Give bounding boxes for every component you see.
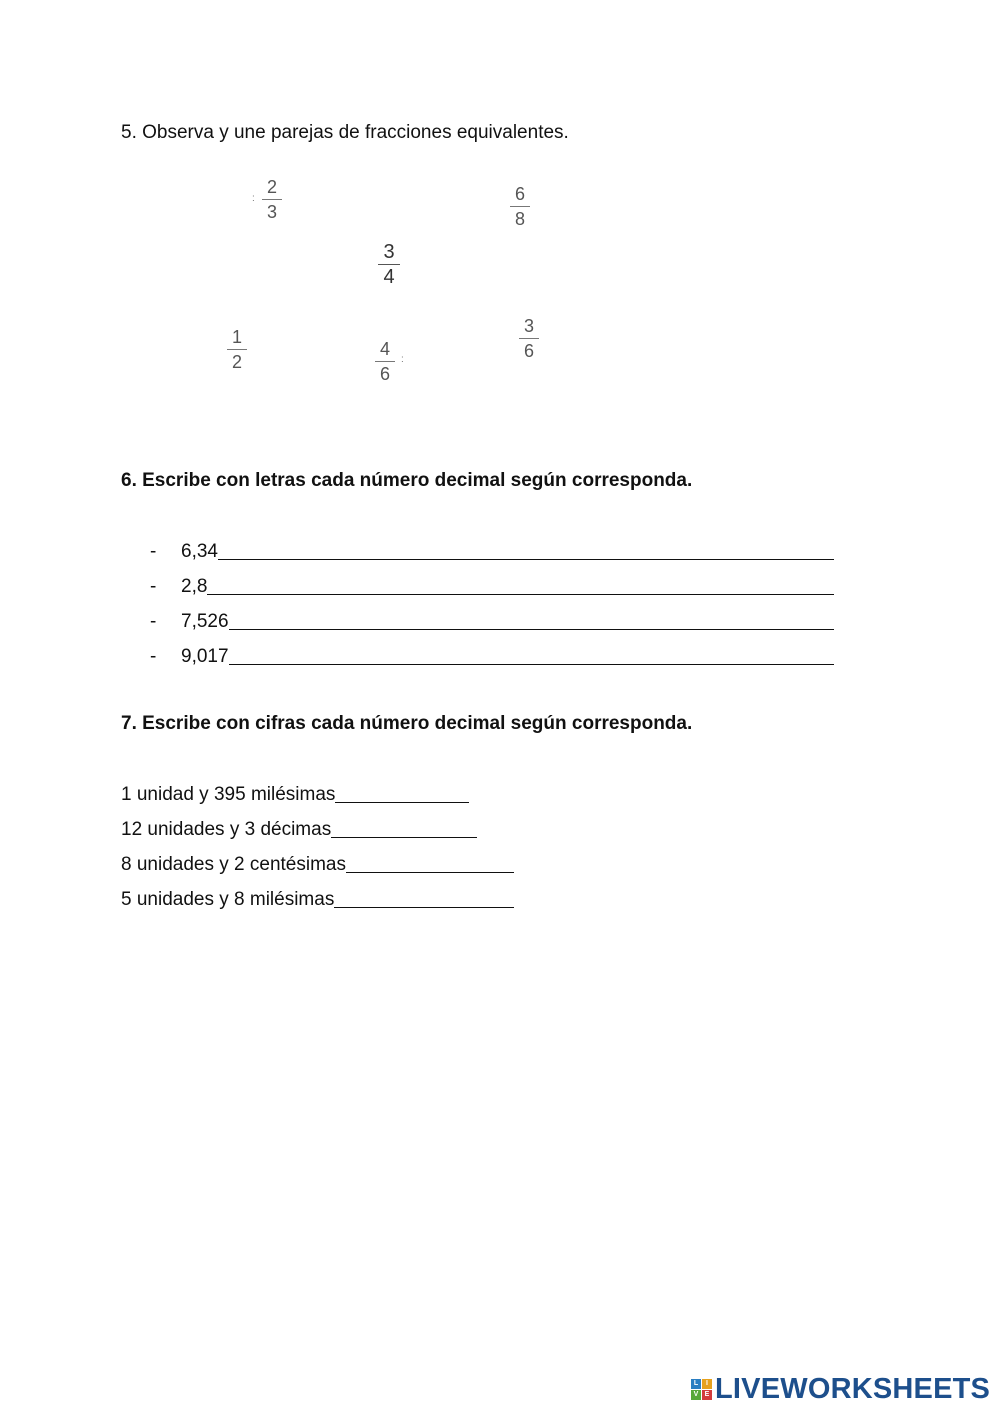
decimal-description: 8 unidades y 2 centésimas [121, 854, 346, 875]
fraction-3-4[interactable] [378, 243, 400, 286]
decimal-value: 7,526 [181, 611, 229, 632]
fraction-bar [510, 206, 530, 207]
drop-marker: : [401, 354, 404, 365]
logo-text: LIVEWORKSHEETS [715, 1373, 991, 1405]
logo-square: V [691, 1390, 701, 1400]
fraction-1-2[interactable] [227, 328, 247, 371]
denominator: 6 [379, 364, 390, 384]
fraction-4-6[interactable] [375, 340, 395, 383]
section-6-title: 6. Escribe con letras cada número decimal según corresponda. [121, 470, 693, 491]
letters-row [150, 608, 834, 634]
denominator: 8 [514, 209, 525, 229]
decimal-value: 2,8 [181, 576, 208, 597]
numerator: 1 [231, 327, 242, 347]
section-5-title: 5. Observa y une parejas de fracciones equivalentes. [121, 122, 569, 143]
logo-square: L [691, 1379, 701, 1389]
answer-line[interactable] [218, 539, 834, 560]
fraction-bar [262, 199, 282, 200]
decimal-description: 5 unidades y 8 milésimas [121, 889, 335, 910]
decimal-description: 1 unidad y 395 milésimas [121, 784, 336, 805]
letters-row [150, 573, 834, 599]
letters-row [150, 538, 834, 564]
fraction-6-8[interactable] [510, 185, 530, 228]
liveworksheets-logo [691, 1374, 990, 1404]
cifras-row [121, 851, 514, 877]
numerator: 3 [383, 241, 395, 263]
answer-line[interactable] [207, 574, 834, 595]
bullet-dash: - [150, 611, 157, 632]
denominator: 2 [231, 352, 242, 372]
fraction-bar [378, 264, 400, 265]
answer-line[interactable] [229, 609, 834, 630]
decimal-value: 9,017 [181, 646, 229, 667]
answer-line[interactable] [334, 887, 514, 908]
letters-row [150, 643, 834, 669]
fraction-2-3[interactable] [262, 178, 282, 221]
decimal-value: 6,34 [181, 541, 218, 562]
logo-square: E [702, 1390, 712, 1400]
fraction-3-6[interactable] [519, 317, 539, 360]
denominator: 4 [383, 266, 395, 288]
denominator: 3 [266, 202, 277, 222]
denominator: 6 [523, 341, 534, 361]
answer-line[interactable] [346, 852, 514, 873]
numerator: 3 [523, 316, 534, 336]
answer-line[interactable] [331, 817, 477, 838]
answer-line[interactable] [335, 782, 469, 803]
decimal-description: 12 unidades y 3 décimas [121, 819, 332, 840]
fraction-bar [375, 361, 395, 362]
drop-marker: : [252, 193, 255, 204]
numerator: 2 [266, 177, 277, 197]
fraction-bar [519, 338, 539, 339]
numerator: 6 [514, 184, 525, 204]
cifras-row [121, 886, 514, 912]
bullet-dash: - [150, 541, 157, 562]
bullet-dash: - [150, 576, 157, 597]
numerator: 4 [379, 339, 390, 359]
cifras-row [121, 781, 469, 807]
logo-squares-icon [691, 1379, 712, 1400]
answer-line[interactable] [229, 644, 834, 665]
section-7-title: 7. Escribe con cifras cada número decimal según corresponda. [121, 713, 693, 734]
bullet-dash: - [150, 646, 157, 667]
logo-square: I [702, 1379, 712, 1389]
cifras-row [121, 816, 477, 842]
fraction-bar [227, 349, 247, 350]
